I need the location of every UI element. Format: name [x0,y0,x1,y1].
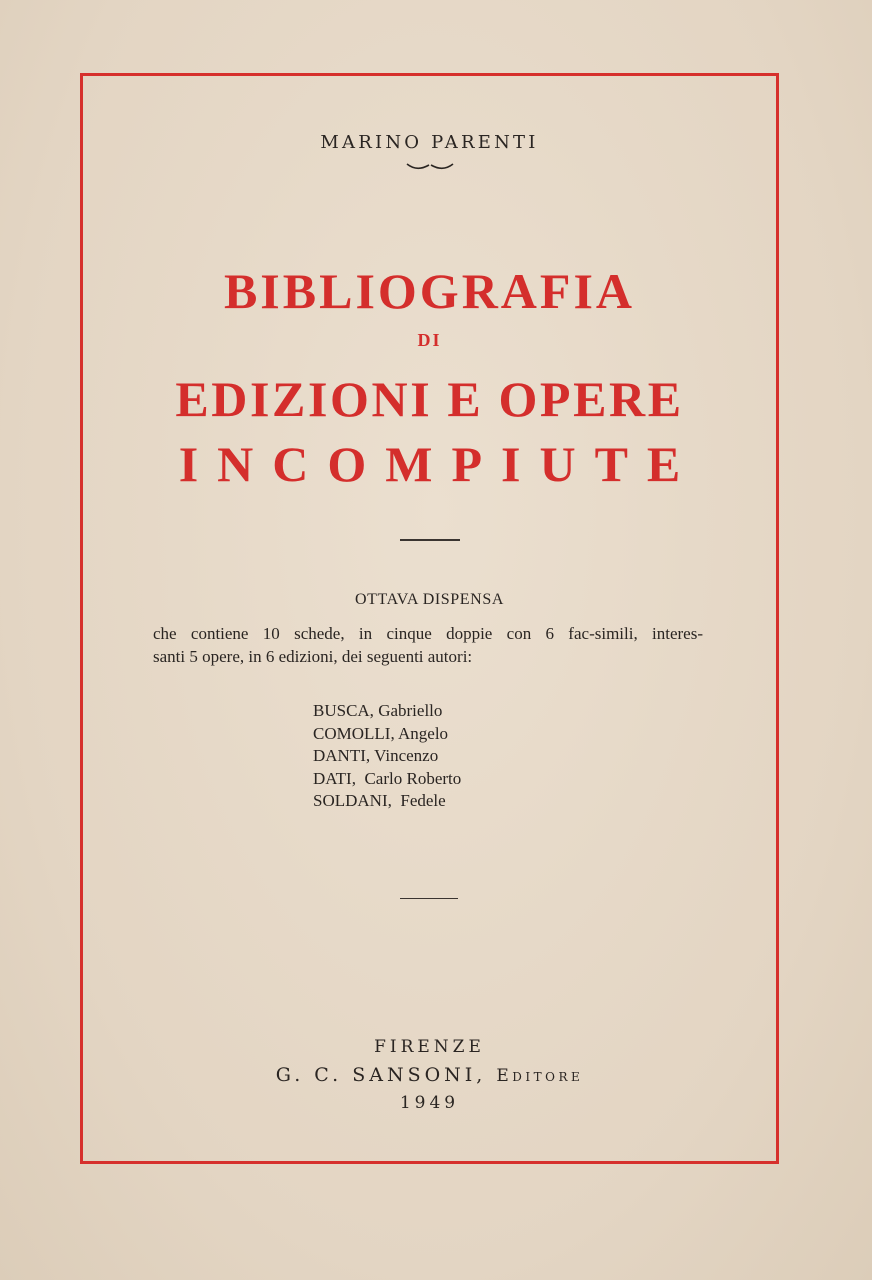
author-surname: DATI, [313,768,356,788]
red-border-frame [80,73,779,1164]
author-entry [313,768,461,791]
description-line-1: che contiene 10 schede, in cinque doppie con 6 fac-simili, interes- [153,624,703,643]
author-firstname: Vincenzo [374,746,439,765]
author-firstname: Fedele [400,791,446,810]
dispensa-heading: OTTAVA DISPENSA [355,591,504,608]
authors-list [313,700,461,813]
publisher-role: Editore [496,1066,584,1086]
description [153,622,703,668]
divider-rule [400,539,460,541]
ornament-icon [405,160,455,174]
author-surname: BUSCA, [313,701,374,720]
description-line-2: santi 5 opere, in 6 edizioni, dei seguenti autori: [153,647,473,666]
author-entry [313,790,461,813]
author-entry [313,723,461,746]
imprint-publisher [80,1064,779,1086]
title-line-1: BIBLIOGRAFIA [223,263,636,319]
author-firstname: Carlo Roberto [364,768,462,788]
imprint-city: FIRENZE [374,1037,485,1057]
publisher-name: G. C. SANSONI, [275,1064,487,1086]
author-entry [313,745,461,768]
author-surname: COMOLLI, [313,723,395,743]
title-line-2: DI [417,330,442,350]
author-name: MARINO PARENTI [320,132,539,153]
imprint-year: 1949 [399,1093,460,1113]
title-line-3: EDIZIONI E OPERE [175,371,684,427]
author-firstname: Angelo [398,723,449,743]
title-line-4: INCOMPIUTE [178,436,700,492]
divider-rule-bottom [400,898,458,899]
author-surname: DANTI, [313,746,371,765]
author-surname: SOLDANI, [313,791,392,810]
author-entry [313,700,461,723]
author-firstname: Gabriello [378,701,443,720]
